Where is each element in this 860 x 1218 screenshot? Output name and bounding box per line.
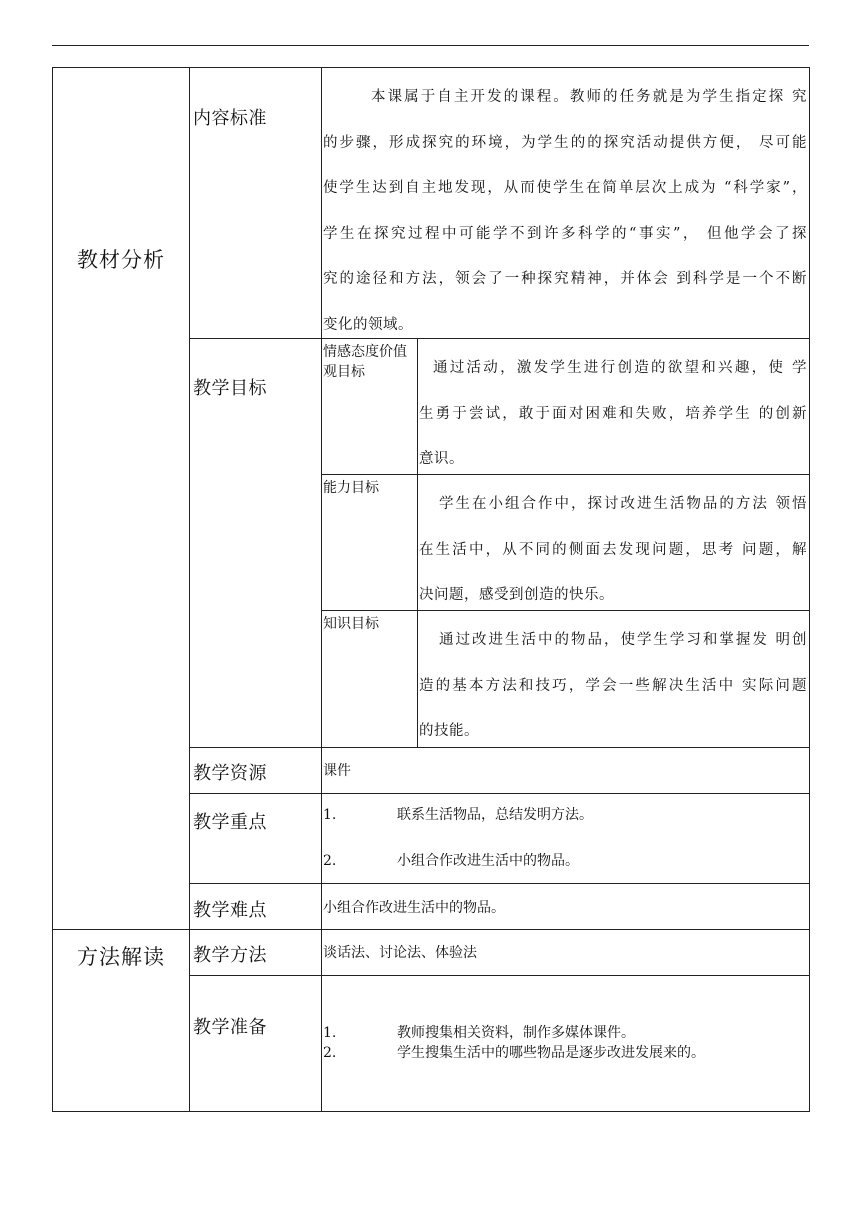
goal-line: 在生活中，从不同的侧面去发现问题，思考 问题，解 [419, 541, 807, 558]
key-point-number: 2. [323, 853, 337, 869]
goal-text-ability [419, 482, 807, 619]
goal-line: 造的基本方法和技巧，学会一些解决生活中 实际问题 [419, 677, 807, 694]
content-standard-line: 学生在探究过程中可能学不到许多科学的“事实”， 但他学会了探 [323, 225, 807, 242]
goal-text-affective [419, 346, 807, 483]
section-method-interpretation: 方法解读 [77, 945, 165, 969]
goal-name-affective: 情感态度价值观目标 [323, 344, 407, 380]
key-point-text: 小组合作改进生活中的物品。 [397, 853, 579, 869]
preparation-number: 1. [323, 1025, 337, 1041]
teaching-difficulty-value: 小组合作改进生活中的物品。 [323, 900, 505, 916]
content-standard-text [323, 75, 807, 348]
teaching-difficulty-label: 教学难点 [193, 900, 267, 921]
goal-line: 通过改进生活中的物品，使学生学习和掌握发 明创 [439, 632, 807, 648]
goal-line: 的技能。 [419, 723, 479, 739]
goal-line: 生勇于尝试，敢于面对困难和失败，培养学生 的创新 [419, 405, 807, 422]
col-divider-3 [417, 338, 418, 747]
preparation-item-2 [323, 1043, 705, 1063]
content-standard-line: 究的途径和方法，领会了一种探究精神，并体会 到科学是一个不断 [323, 271, 807, 287]
teaching-resources-value: 课件 [323, 763, 351, 779]
key-point-1 [323, 805, 593, 825]
teaching-methods-label: 教学方法 [193, 945, 267, 966]
content-standard-line: 变化的领域。 [323, 316, 413, 333]
content-standard-label: 内容标准 [193, 108, 267, 129]
preparation-number: 2. [323, 1045, 337, 1061]
col-divider-1 [189, 67, 190, 1112]
table-border-right [809, 67, 810, 1112]
table-border-bottom [52, 1111, 810, 1112]
key-point-2 [323, 851, 579, 871]
teaching-resources-label: 教学资源 [193, 763, 267, 784]
teaching-methods-value: 谈话法、讨论法、体验法 [323, 945, 477, 961]
content-standard-line: 的步骤，形成探究的环境，为学生的的探究活动提供方便， 尽可能 [323, 134, 807, 151]
preparation-text: 学生搜集生活中的哪些物品是逐步改进发展来的。 [397, 1045, 705, 1061]
row-divider-difficulty [189, 883, 810, 884]
section-material-analysis: 教材分析 [77, 248, 165, 272]
teaching-preparation-label: 教学准备 [193, 1017, 267, 1038]
row-divider-preparation [189, 975, 810, 976]
table-border-top [52, 67, 810, 68]
content-standard-line: 本课属于自主开发的课程。教师的任务就是为学生指定探 究 [371, 89, 807, 105]
goal-line: 意识。 [419, 451, 464, 467]
preparation-text: 教师搜集相关资料，制作多媒体课件。 [397, 1025, 635, 1041]
goal-text-knowledge [419, 618, 807, 755]
header-rule [52, 45, 809, 46]
col-divider-2 [321, 67, 322, 1112]
goal-name-ability: 能力目标 [323, 480, 379, 496]
goal-line: 通过活动，激发学生进行创造的欲望和兴趣，使 学 [433, 360, 807, 376]
teaching-key-points-label: 教学重点 [193, 812, 267, 833]
content-standard-line: 使学生达到自主地发现，从而使学生在简单层次上成为 “科学家”， [323, 180, 807, 196]
row-divider-section [52, 929, 810, 930]
preparation-item-1 [323, 1023, 635, 1043]
teaching-goals-label: 教学目标 [193, 378, 267, 399]
row-divider-keypoints [189, 793, 810, 794]
goal-line: 决问题，感受到创造的快乐。 [419, 587, 614, 603]
goal-line: 学生在小组合作中，探讨改进生活物品的方法 领悟 [439, 496, 807, 512]
key-point-number: 1. [323, 807, 337, 823]
key-point-text: 联系生活物品，总结发明方法。 [397, 807, 593, 823]
goal-name-knowledge: 知识目标 [323, 616, 379, 632]
